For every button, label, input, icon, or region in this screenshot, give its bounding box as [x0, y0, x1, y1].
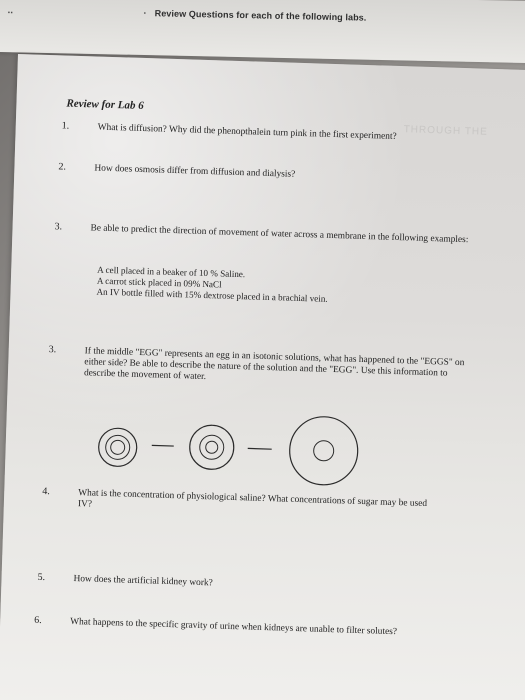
header-dot: ·	[143, 8, 147, 19]
middle-egg-inner	[199, 435, 224, 460]
question-text: Be able to predict the direction of movement of water across a membrane in the following examples:	[90, 223, 469, 246]
example-item: A carrot stick placed in 09% NaCl	[96, 275, 222, 290]
question-text: How does osmosis differ from diffusion and dialysis?	[94, 163, 296, 180]
worksheet-page	[0, 54, 525, 700]
left-egg-inner	[105, 435, 130, 460]
corner-mark: ..	[7, 5, 14, 17]
question-number: 3.	[54, 221, 63, 233]
example-item: An IV bottle filled with 15% dextrose placed in a brachial vein.	[96, 286, 328, 304]
right-egg-inner	[313, 440, 334, 461]
question-number: 2.	[58, 161, 67, 173]
left-egg-core	[110, 440, 124, 454]
page-heading	[143, 8, 366, 23]
question-text: What happens to the specific gravity of urine when kidneys are unable to filter solutes?	[70, 616, 398, 638]
question-number: 5.	[37, 571, 46, 584]
question-number: 3.	[48, 344, 57, 356]
egg-diagram	[82, 408, 398, 496]
question-number: 1.	[61, 120, 70, 132]
header-title: Review Questions for each of the following labs.	[154, 8, 367, 23]
middle-egg-outer	[189, 425, 234, 470]
question-text: How does the artificial kidney work?	[73, 574, 213, 589]
section-title: Review for Lab 6	[66, 97, 144, 112]
egg-diagram-svg	[82, 408, 398, 496]
left-connector-line	[152, 445, 174, 446]
middle-egg-core	[206, 441, 218, 453]
question-text: If the middle "EGG" represents an egg in an isotonic solutions, what has happened to the "EGGS" on either side? Be able to describe the nature of the solution and the "EGG". Use this information to describe the movement of water.	[83, 346, 465, 383]
right-egg-outer	[289, 416, 359, 486]
question-number: 4.	[42, 485, 50, 498]
bleed-through-text: THROUGH THE	[403, 124, 488, 138]
question-text: What is the concentration of physiological saline? What concentrations of sugar may be used IV?	[77, 488, 428, 510]
question-number: 6.	[34, 614, 42, 627]
left-egg-outer	[98, 428, 137, 467]
question-text: What is diffusion? Why did the phenopthalein turn pink in the first experiment?	[97, 122, 397, 142]
right-connector-line	[248, 448, 272, 449]
example-item: A cell placed in a beaker of 10 % Saline.	[97, 264, 246, 280]
